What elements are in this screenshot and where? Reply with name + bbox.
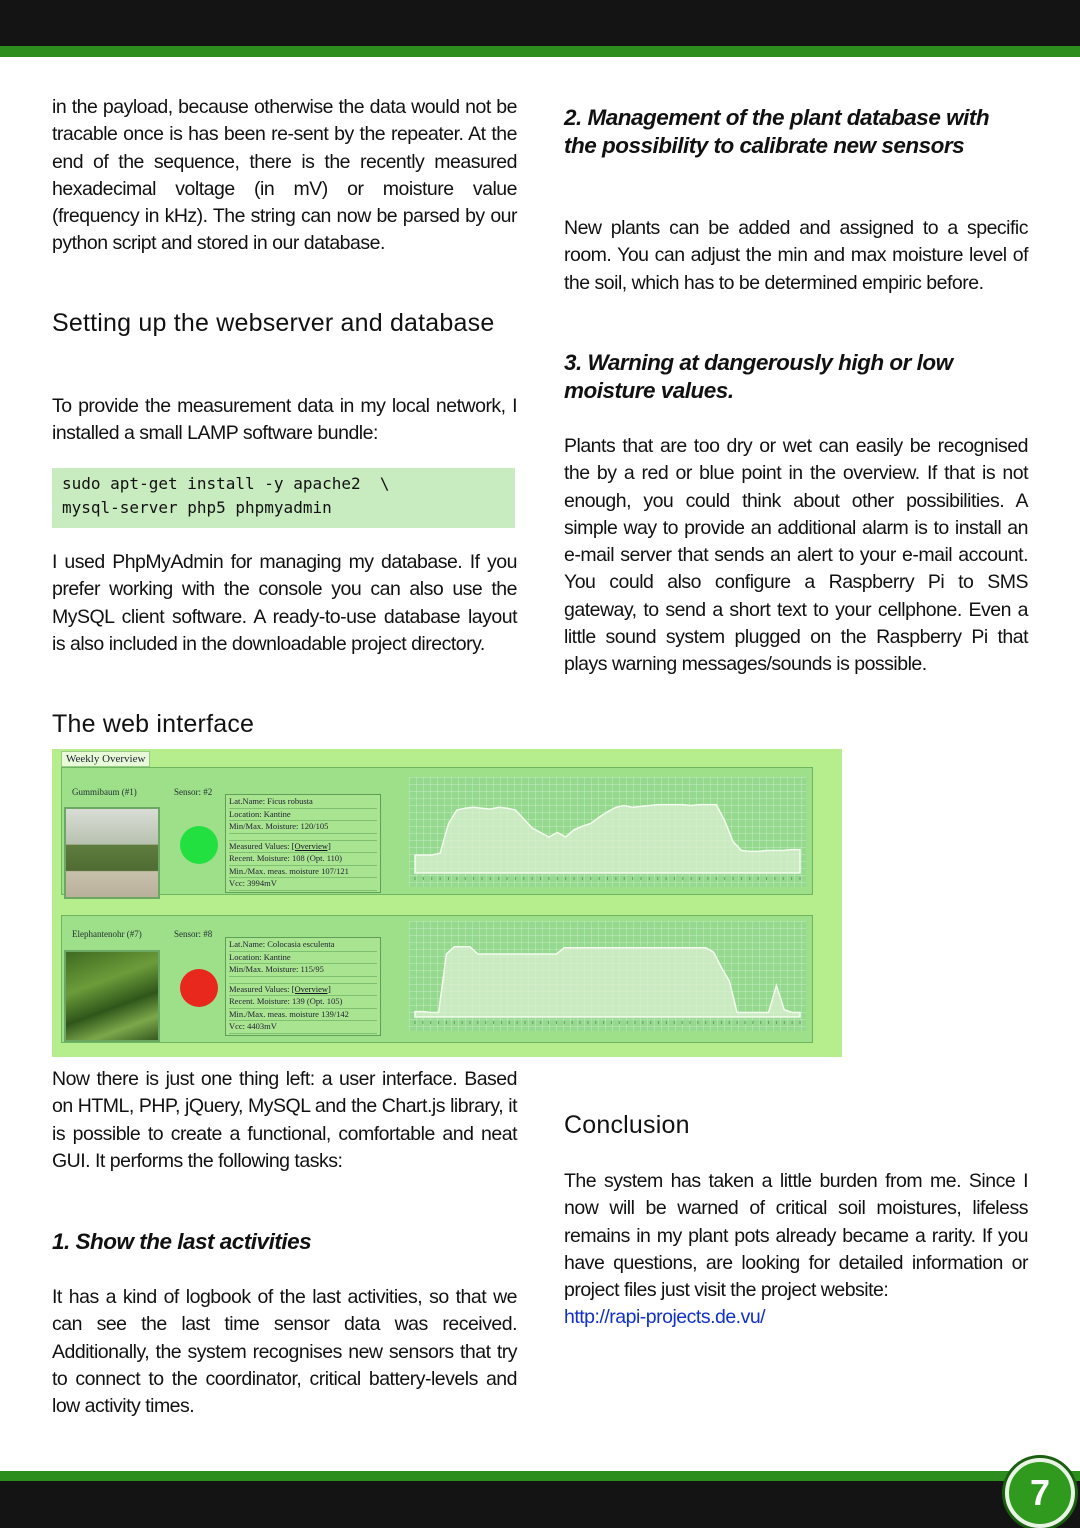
plant-1-x-tick	[574, 877, 575, 880]
task1-text	[52, 1284, 517, 1420]
plant-2-x-tick	[800, 1021, 801, 1024]
plant-1-x-tick	[415, 877, 416, 880]
plant-1-x-tick	[481, 877, 482, 880]
task3-paragraph: Plants that are too dry or wet can easily be recognised the by a red or blue point in the overview. If that is not enough, you could think about other possibilities. A simple way to provide an additional alarm is to install an e-mail server that sends an alert to your e-mail account. You could also configure a Raspberry Pi to SMS gateway, to send a short text to your cellphone. Even a little sound system plugged on the Raspberry Pi that plays warning messages/sounds is possible.	[564, 435, 1028, 676]
plant-1-x-tick	[423, 877, 424, 880]
plant-2-x-tick	[666, 1021, 667, 1024]
plant-1-x-tick	[473, 877, 474, 880]
page-number: 7	[1005, 1458, 1075, 1528]
plant-2-x-tick	[477, 1021, 478, 1024]
plant-1-minmax: Min/Max. Moisture: 120/105	[229, 821, 377, 834]
plant-2-x-tick	[572, 1021, 573, 1024]
plant-1-x-tick	[615, 877, 616, 880]
plant-2-overview-link[interactable]: [Overview]	[291, 983, 331, 994]
conclusion-text	[564, 1168, 1028, 1332]
plant-1-x-tick	[774, 877, 775, 880]
plant-1-overview-link[interactable]: [Overview]	[291, 840, 331, 851]
plant-2-x-tick	[532, 1021, 533, 1024]
plant-2-x-tick	[595, 1021, 596, 1024]
bottom-green-stripe	[0, 1471, 1080, 1481]
plant-2-x-tick	[721, 1021, 722, 1024]
plant-2-x-tick	[509, 1021, 510, 1024]
plant-2-x-tick	[784, 1021, 785, 1024]
bottom-bar	[0, 1481, 1080, 1528]
plant-2-title: Elephantenohr (#7)	[72, 929, 142, 939]
left-column-intro	[52, 94, 517, 258]
webserver-paragraph: To provide the measurement data in my local network, I installed a small LAMP software bundle:	[52, 395, 517, 445]
plant-2-x-tick	[493, 1021, 494, 1024]
plant-2-x-tick	[752, 1021, 753, 1024]
plant-1-x-tick	[749, 877, 750, 880]
plant-2-x-tick	[650, 1021, 651, 1024]
code-block	[52, 468, 515, 528]
task2-section	[564, 104, 1004, 160]
plant-2-x-tick	[682, 1021, 683, 1024]
plant-1-x-tick	[666, 877, 667, 880]
plant-1-x-tick	[498, 877, 499, 880]
plant-2-x-tick	[470, 1021, 471, 1024]
plant-1-x-tick	[540, 877, 541, 880]
plant-2-x-tick	[462, 1021, 463, 1024]
task2-text	[564, 215, 1028, 297]
plant-1-status-dot	[180, 826, 218, 864]
code-line-1: sudo apt-get install -y apache2 \	[62, 474, 390, 493]
plant-2-measured-row	[229, 984, 377, 997]
plant-2-x-tick	[776, 1021, 777, 1024]
plant-1-x-tick	[548, 877, 549, 880]
plant-2-moisture-chart	[409, 921, 806, 1031]
plant-2-x-tick	[525, 1021, 526, 1024]
plant-2-location: Location: Kantine	[229, 952, 377, 965]
plant-2-x-tick	[580, 1021, 581, 1024]
ui-paragraph: Now there is just one thing left: a user interface. Based on HTML, PHP, jQuery, MySQL and the Chart.js library, it is possible to create a functional, comfortable and neat GUI. It performs the following tasks:	[52, 1068, 517, 1172]
plant-1-latin: Lat.Name: Ficus robusta	[229, 796, 377, 809]
plant-1-minmax-meas: Min./Max. meas. moisture 107/121	[229, 866, 377, 879]
plant-1-x-tick	[791, 877, 792, 880]
plant-2-measured: Measured Values:	[229, 983, 290, 994]
plant-1-x-tick	[691, 877, 692, 880]
plant-2-x-tick	[485, 1021, 486, 1024]
plant-2-x-tick	[556, 1021, 557, 1024]
plant-1-sensor: Sensor: #2	[174, 787, 213, 797]
plant-2-x-tick	[658, 1021, 659, 1024]
plant-1-x-tick	[674, 877, 675, 880]
conclusion-section	[564, 1112, 1028, 1139]
plant-2-x-tick	[422, 1021, 423, 1024]
plant-1-location: Location: Kantine	[229, 809, 377, 822]
plant-1-gap	[229, 834, 377, 841]
plant-2-x-tick	[415, 1021, 416, 1024]
task1-heading: 1. Show the last activities	[52, 1229, 312, 1254]
plant-2-x-tick	[430, 1021, 431, 1024]
plant-2-x-tick	[737, 1021, 738, 1024]
plant-2-x-tick	[438, 1021, 439, 1024]
plant-1-x-tick	[783, 877, 784, 880]
plant-1-x-tick	[640, 877, 641, 880]
plant-1-measured: Measured Values:	[229, 840, 290, 851]
plant-2-moisture-area	[415, 947, 800, 1017]
plant-1-x-tick	[707, 877, 708, 880]
plant-1-x-tick	[582, 877, 583, 880]
plant-1-x-tick	[716, 877, 717, 880]
plant-1-x-tick	[699, 877, 700, 880]
plant-2-x-tick	[587, 1021, 588, 1024]
plant-2-x-tick	[619, 1021, 620, 1024]
project-website-link[interactable]: http://rapi-projects.de.vu/	[564, 1306, 766, 1329]
plant-2-gap	[229, 977, 377, 984]
plant-2-chart-svg	[409, 921, 806, 1031]
plant-2-x-tick	[642, 1021, 643, 1024]
plant-2-minmax-meas: Min./Max. meas. moisture 139/142	[229, 1009, 377, 1022]
plant-1-x-tick	[507, 877, 508, 880]
plant-2-recent: Recent. Moisture: 139 (Opt. 105)	[229, 996, 377, 1009]
intro-paragraph: in the payload, because otherwise the data would not be tracable once is has been re-sent by the repeater. At the end of the sequence, there is the recently measured hexadecimal voltage (in mV) or moisture value (frequency in kHz). The string can now be parsed by our python script and stored in our database.	[52, 96, 517, 255]
ui-text	[52, 1066, 517, 1175]
plant-2-x-tick	[760, 1021, 761, 1024]
plant-1-recent: Recent. Moisture: 108 (Opt. 110)	[229, 853, 377, 866]
conclusion-paragraph: The system has taken a little burden from me. Since I now will be warned of critical soil moistures, lifeless remains in my plant pots already became a rarity. If you have questions, are looking for detailed information or project files just visit the project website:	[564, 1170, 1028, 1302]
plant-1-x-tick	[758, 877, 759, 880]
plant-2-x-tick	[745, 1021, 746, 1024]
plant-1-x-tick	[565, 877, 566, 880]
plant-1-x-tick	[523, 877, 524, 880]
plant-1-photo	[64, 807, 160, 899]
task1-section	[52, 1228, 517, 1256]
weekly-overview-tab: Weekly Overview	[61, 751, 150, 767]
plant-1-x-tick	[431, 877, 432, 880]
plant-1-x-tick	[440, 877, 441, 880]
web-interface-screenshot	[52, 749, 842, 1057]
plant-2-x-tick	[792, 1021, 793, 1024]
plant-2-x-tick	[705, 1021, 706, 1024]
plant-2-x-tick	[713, 1021, 714, 1024]
plant-2-minmax: Min/Max. Moisture: 115/95	[229, 964, 377, 977]
plant-2-x-tick	[603, 1021, 604, 1024]
plant-2-x-tick	[690, 1021, 691, 1024]
plant-2-info	[225, 937, 381, 1036]
task2-heading: 2. Management of the plant database with the possibility to calibrate new sensors	[564, 105, 990, 158]
plant-1-x-tick	[649, 877, 650, 880]
plant-1-x-tick	[465, 877, 466, 880]
plant-2-x-tick	[564, 1021, 565, 1024]
plant-2-x-tick	[768, 1021, 769, 1024]
plant-1-x-tick	[456, 877, 457, 880]
plant-1-x-tick	[515, 877, 516, 880]
plant-2-vcc: Vcc: 4403mV	[229, 1021, 377, 1034]
plant-1-x-tick	[624, 877, 625, 880]
webserver-text	[52, 393, 517, 448]
top-green-stripe	[0, 46, 1080, 57]
task3-text	[564, 433, 1028, 679]
plant-1-x-tick	[682, 877, 683, 880]
plant-2-x-tick	[501, 1021, 502, 1024]
task3-section	[564, 349, 1004, 405]
plant-2-photo	[64, 950, 160, 1042]
webserver-heading: Setting up the webserver and database	[52, 309, 495, 337]
webserver-section	[52, 310, 517, 337]
plant-2-x-tick	[729, 1021, 730, 1024]
plant-2-x-tick	[611, 1021, 612, 1024]
task3-heading: 3. Warning at dangerously high or low moisture values.	[564, 350, 953, 403]
plant-2-sensor: Sensor: #8	[174, 929, 213, 939]
plant-2-x-tick	[548, 1021, 549, 1024]
plant-1-moisture-chart	[409, 777, 806, 887]
plant-1-chart-svg	[409, 777, 806, 887]
plant-2-x-tick	[627, 1021, 628, 1024]
web-interface-heading: The web interface	[52, 710, 255, 738]
plant-2-x-tick	[446, 1021, 447, 1024]
plant-2-status-dot	[180, 969, 218, 1007]
plant-2-x-tick	[517, 1021, 518, 1024]
plant-1-x-tick	[800, 877, 801, 880]
top-bar	[0, 0, 1080, 46]
plant-1-x-tick	[733, 877, 734, 880]
plant-1-x-tick	[448, 877, 449, 880]
plant-2-x-tick	[635, 1021, 636, 1024]
plant-2-x-tick	[454, 1021, 455, 1024]
plant-1-x-tick	[490, 877, 491, 880]
plant-1-x-tick	[599, 877, 600, 880]
plant-1-title: Gummibaum (#1)	[72, 787, 137, 797]
plant-1-x-tick	[657, 877, 658, 880]
phpmyadmin-paragraph: I used PhpMyAdmin for managing my database. If you prefer working with the console you can also use the MySQL client software. A ready-to-use database layout is also included in the downloadable project directory.	[52, 551, 517, 655]
plant-1-x-tick	[557, 877, 558, 880]
phpmyadmin-text	[52, 549, 517, 658]
code-line-2: mysql-server php5 phpmyadmin	[62, 498, 332, 517]
plant-1-x-tick	[766, 877, 767, 880]
plant-1-moisture-area	[415, 805, 800, 873]
plant-1-x-tick	[724, 877, 725, 880]
plant-1-x-tick	[741, 877, 742, 880]
plant-2-x-tick	[674, 1021, 675, 1024]
link-line	[564, 1304, 1028, 1331]
plant-1-vcc: Vcc: 3994mV	[229, 878, 377, 891]
plant-1-x-tick	[607, 877, 608, 880]
task2-paragraph: New plants can be added and assigned to a specific room. You can adjust the min and max moisture level of the soil, which has to be determined empiric before.	[564, 217, 1028, 294]
plant-1-x-tick	[532, 877, 533, 880]
plant-2-x-tick	[697, 1021, 698, 1024]
plant-1-x-tick	[632, 877, 633, 880]
plant-2-latin: Lat.Name: Colocasia esculenta	[229, 939, 377, 952]
plant-1-x-tick	[590, 877, 591, 880]
plant-2-x-tick	[540, 1021, 541, 1024]
plant-1-measured-row	[229, 841, 377, 854]
conclusion-heading: Conclusion	[564, 1111, 690, 1139]
plant-1-info	[225, 794, 381, 893]
web-interface-section	[52, 711, 517, 738]
task1-paragraph: It has a kind of logbook of the last activities, so that we can see the last time sensor data was received. Additionally, the system recognises new sensors that try to connect to the coordinator, critical battery-levels and low activity times.	[52, 1286, 517, 1418]
